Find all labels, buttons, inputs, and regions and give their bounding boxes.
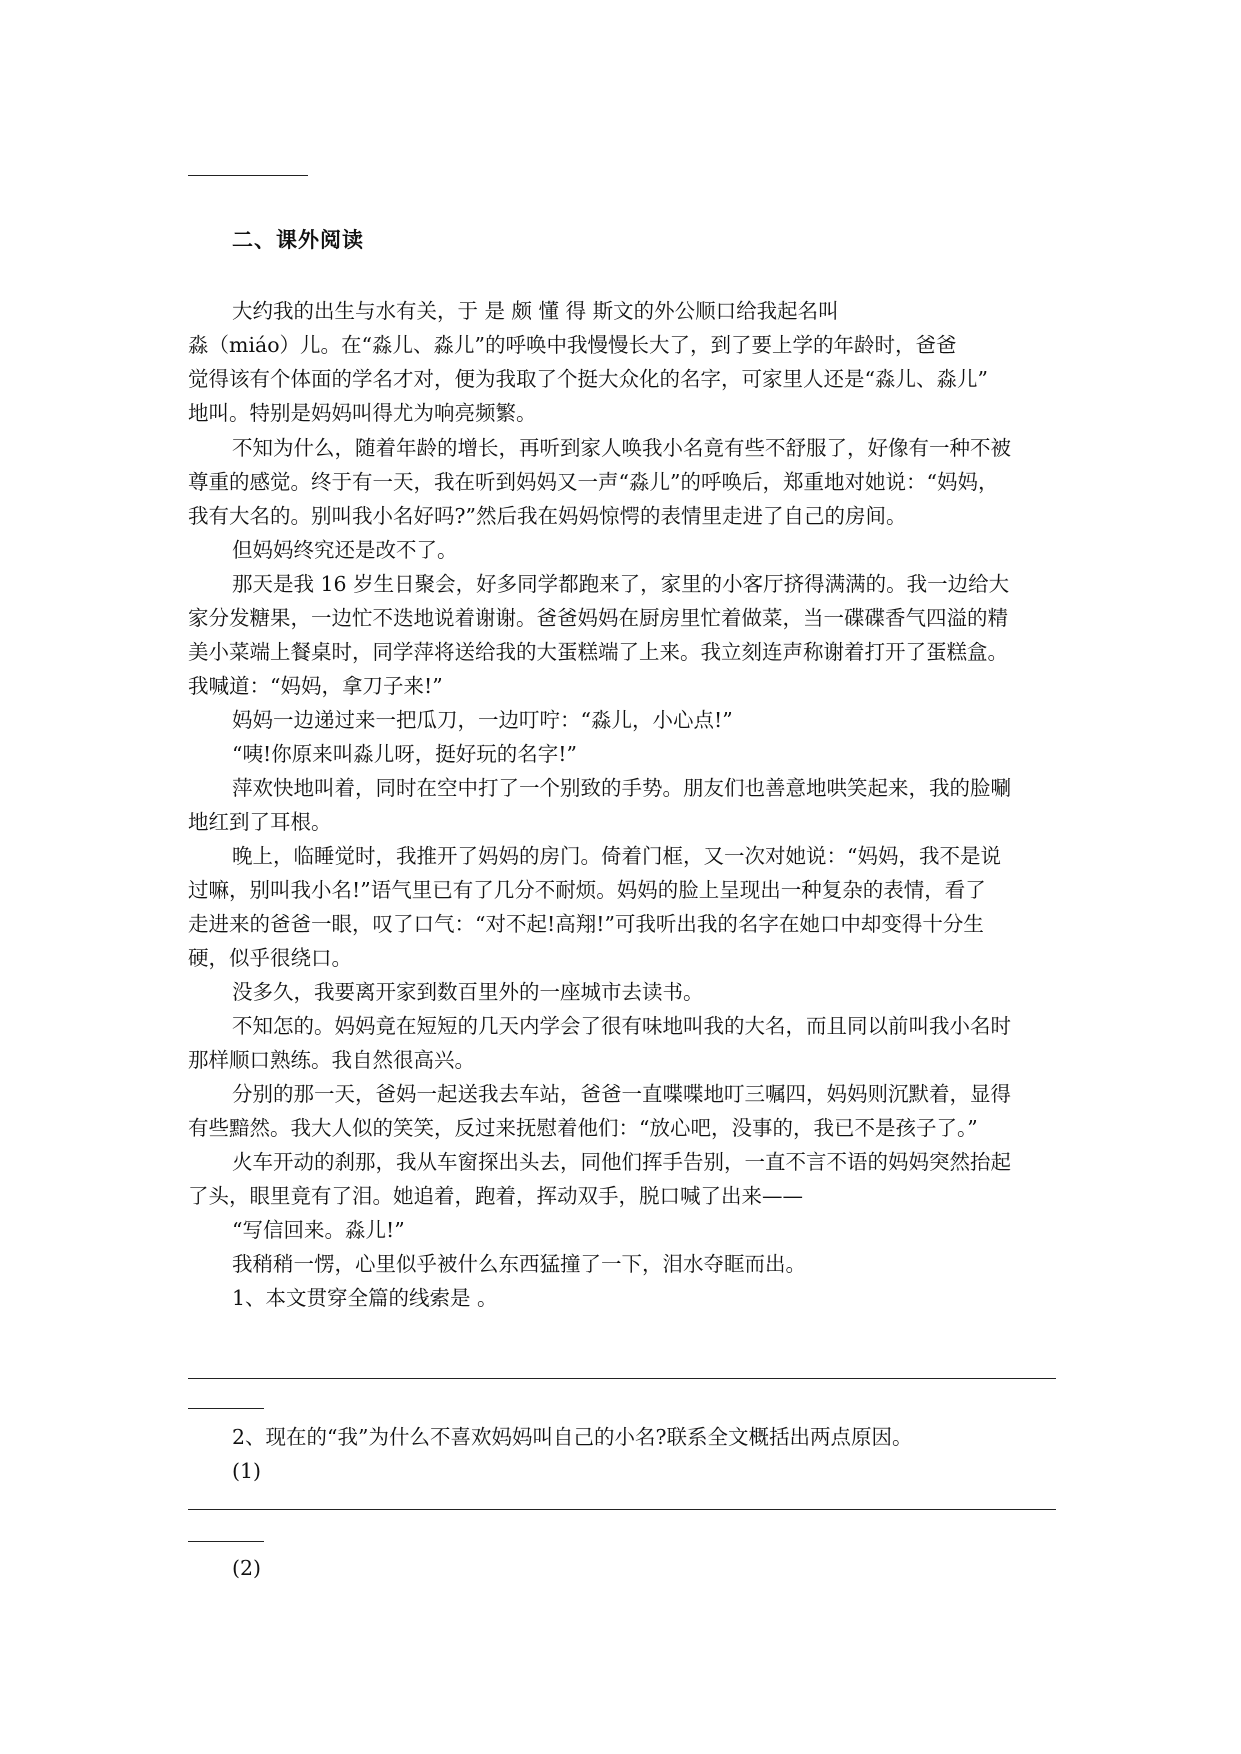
passage-line: 不知怎的。妈妈竟在短短的几天内学会了很有味地叫我的大名，而且同以前叫我小名时 bbox=[232, 1014, 1011, 1038]
passage-line: 不知为什么，随着年龄的增长，再听到家人唤我小名竟有些不舒服了，好像有一种不被 bbox=[232, 436, 1011, 460]
passage-line: 我有大名的。别叫我小名好吗?”然后我在妈妈惊愕的表情里走进了自己的房间。 bbox=[188, 504, 907, 528]
answer-line-q2-part-1-tail bbox=[188, 1541, 264, 1542]
passage-line: 了头，眼里竟有了泪。她追着，跑着，挥动双手，脱口喊了出来—— bbox=[188, 1184, 803, 1208]
passage-line: 过嘛，别叫我小名!”语气里已有了几分不耐烦。妈妈的脸上呈现出一种复杂的表情，看了 bbox=[188, 878, 986, 902]
passage-line: 硬，似乎很绕口。 bbox=[188, 946, 352, 970]
passage-line: “写信回来。淼儿!” bbox=[232, 1218, 405, 1242]
passage-line: 地红到了耳根。 bbox=[188, 810, 332, 834]
answer-line-q1-tail bbox=[188, 1408, 264, 1409]
passage-line: 我喊道：“妈妈，拿刀子来!” bbox=[188, 674, 443, 698]
passage-line: 我稍稍一愣，心里似乎被什么东西猛撞了一下，泪水夺眶而出。 bbox=[232, 1252, 806, 1276]
passage-line: 尊重的感觉。终于有一天，我在听到妈妈又一声“淼儿”的呼唤后，郑重地对她说：“妈妈， bbox=[188, 470, 999, 494]
section-heading: 二、课外阅读 bbox=[232, 228, 364, 252]
passage-line: 地叫。特别是妈妈叫得尤为响亮频繁。 bbox=[188, 401, 537, 425]
passage-line: 妈妈一边递过来一把瓜刀，一边叮咛：“淼儿，小心点!” bbox=[232, 708, 733, 732]
passage-line: 淼（miáo）儿。在“淼儿、淼儿”的呼唤中我慢慢长大了，到了要上学的年龄时，爸爸 bbox=[188, 333, 957, 357]
answer-line-q1[interactable] bbox=[188, 1378, 1056, 1379]
passage-line: 那天是我 16 岁生日聚会，好多同学都跑来了，家里的小客厅挤得满满的。我一边给大 bbox=[232, 572, 1010, 596]
passage-line: 但妈妈终究还是改不了。 bbox=[232, 538, 458, 562]
answer-line-q2-part-1[interactable] bbox=[188, 1509, 1056, 1510]
passage-line: 觉得该有个体面的学名才对，便为我取了个挺大众化的名字，可家里人还是“淼儿、淼儿” bbox=[188, 367, 988, 391]
passage-line: 美小菜端上餐桌时，同学萍将送给我的大蛋糕端了上来。我立刻连声称谢着打开了蛋糕盒。 bbox=[188, 640, 1008, 664]
question-2-part-2: (2) bbox=[232, 1556, 262, 1580]
question-1: 1、本文贯穿全篇的线索是 。 bbox=[232, 1286, 498, 1310]
passage-line: 火车开动的刹那，我从车窗探出头去，同他们挥手告别，一直不言不语的妈妈突然抬起 bbox=[232, 1150, 1011, 1174]
passage-line: “咦!你原来叫淼儿呀，挺好玩的名字!” bbox=[232, 742, 577, 766]
passage-line: 分别的那一天，爸妈一起送我去车站，爸爸一直喋喋地叮三嘱四，妈妈则沉默着，显得 bbox=[232, 1082, 1011, 1106]
passage-line: 大约我的出生与水有关，于 是 颇 懂 得 斯文的外公顺口给我起名叫 bbox=[232, 299, 839, 323]
answer-line-top bbox=[188, 175, 308, 176]
passage-line: 晚上，临睡觉时，我推开了妈妈的房门。倚着门框，又一次对她说：“妈妈，我不是说 bbox=[232, 844, 1001, 868]
question-2: 2、现在的“我”为什么不喜欢妈妈叫自己的小名?联系全文概括出两点原因。 bbox=[232, 1425, 913, 1449]
passage-line: 走进来的爸爸一眼，叹了口气：“对不起!高翔!”可我听出我的名字在她口中却变得十分生 bbox=[188, 912, 984, 936]
question-2-part-1: (1) bbox=[232, 1459, 262, 1483]
passage-line: 家分发糖果，一边忙不迭地说着谢谢。爸爸妈妈在厨房里忙着做菜，当一碟碟香气四溢的精 bbox=[188, 606, 1008, 630]
passage-line: 萍欢快地叫着，同时在空中打了一个别致的手势。朋友们也善意地哄笑起来，我的脸唰 bbox=[232, 776, 1011, 800]
passage-line: 有些黯然。我大人似的笑笑，反过来抚慰着他们：“放心吧，没事的，我已不是孩子了。” bbox=[188, 1116, 978, 1140]
passage-line: 没多久，我要离开家到数百里外的一座城市去读书。 bbox=[232, 980, 704, 1004]
passage-line: 那样顺口熟练。我自然很高兴。 bbox=[188, 1048, 475, 1072]
